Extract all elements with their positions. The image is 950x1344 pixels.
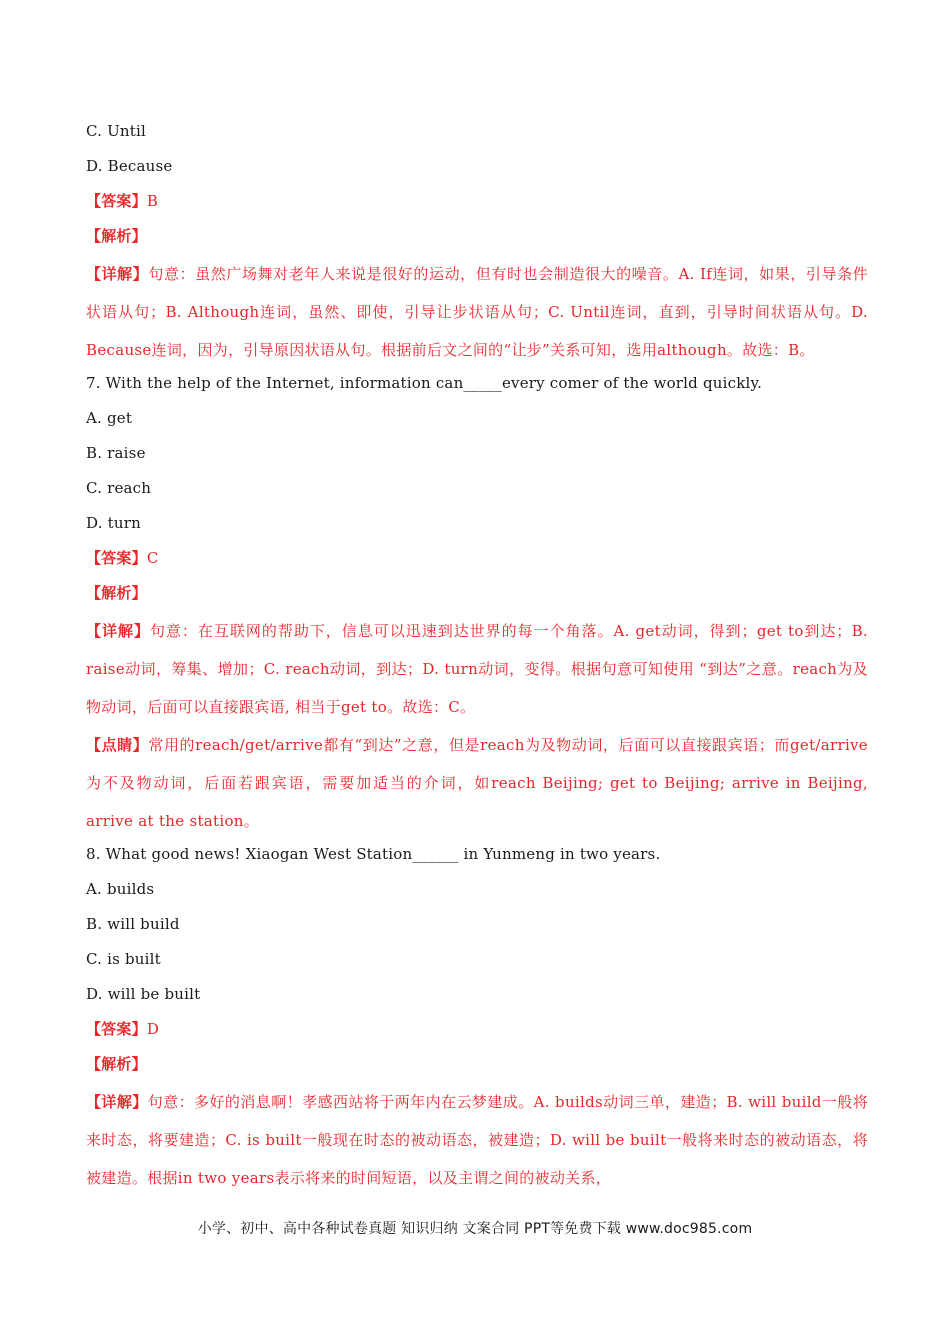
detail-tag: 【详解】 [86, 1093, 148, 1111]
note-text: 常用的reach/get/arrive都有“到达”之意，但是reach为及物动词，后面可以直接跟宾语；而get/arrive为不及物动词，后面若跟宾语，需要加适当的介词，如reach Beijing; get to Beijing; arrive in Beijing, arrive at the station。 [86, 736, 868, 830]
q7-option-c: C. reach [86, 479, 152, 497]
q6-answer [86, 184, 868, 219]
q7-option-b: B. raise [86, 444, 146, 462]
q6-option-d: D. Because [86, 157, 173, 175]
detail-tag: 【详解】 [86, 265, 149, 283]
q7-detail [86, 612, 868, 726]
detail-text: 句意：虽然广场舞对老年人来说是很好的运动，但有时也会制造很大的噪音。A. If连词，如果，引导条件状语从句；B. Although连词，虽然、即使，引导让步状语从句；C. Until连词，直到，引导时间状语从句。D. Because连词，因为，引导原因状语从句。根据前后文之间的“让步”关系可知，选用although。故选：B。 [86, 265, 868, 359]
note-tag: 【点睛】 [86, 736, 149, 754]
q7-option-a: A. get [86, 409, 133, 427]
document-body [86, 114, 868, 1197]
answer-value: B [146, 192, 159, 210]
answer-tag: 【答案】 [86, 192, 147, 210]
detail-text: 句意：多好的消息啊！孝感西站将于两年内在云梦建成。A. builds动词三单，建造；B. will build一般将来时态，将要建造；C. is built一般现在时态的被动语态，被建造；D. will be built一般将来时态的被动语态，将被建造。根据in two years表示将来的时间短语，以及主谓之间的被动关系， [86, 1093, 868, 1187]
analysis-tag: 【解析】 [86, 584, 147, 602]
answer-tag: 【答案】 [86, 549, 147, 567]
q7-option-d: D. turn [86, 514, 141, 532]
q7-note [86, 726, 868, 840]
q8-question: 8. What good news! Xiaogan West Station______ in Yunmeng in two years. [86, 845, 661, 863]
q6-option-c: C. Until [86, 122, 147, 140]
q8-analysis-heading [86, 1047, 868, 1082]
detail-text: 句意：在互联网的帮助下，信息可以迅速到达世界的每一个角落。A. get动词，得到；get to到达；B. raise动词，筹集、增加；C. reach动词，到达；D. turn动词，变得。根据句意可知使用 “到达”之意。reach为及物动词，后面可以直接跟宾语, 相当于get to。故选：C。 [86, 622, 868, 716]
q7-analysis-heading [86, 576, 868, 611]
q8-option-b: B. will build [86, 915, 180, 933]
q8-option-d: D. will be built [86, 985, 201, 1003]
q7-answer [86, 541, 868, 576]
answer-tag: 【答案】 [86, 1020, 147, 1038]
q8-answer [86, 1012, 868, 1047]
q8-option-c: C. is built [86, 950, 161, 968]
q6-analysis-heading [86, 219, 868, 254]
detail-tag: 【详解】 [86, 622, 150, 640]
answer-value: D [146, 1020, 160, 1038]
q8-detail [86, 1083, 868, 1197]
q7-question: 7. With the help of the Internet, information can_____every comer of the world quickly. [86, 374, 763, 392]
q6-detail [86, 255, 868, 369]
q8-option-a: A. builds [86, 880, 155, 898]
analysis-tag: 【解析】 [86, 227, 147, 245]
analysis-tag: 【解析】 [86, 1055, 147, 1073]
page-footer: 小学、初中、高中各种试卷真题 知识归纳 文案合同 PPT等免费下载 www.doc985.com [197, 1221, 753, 1237]
answer-value: C [146, 549, 159, 567]
